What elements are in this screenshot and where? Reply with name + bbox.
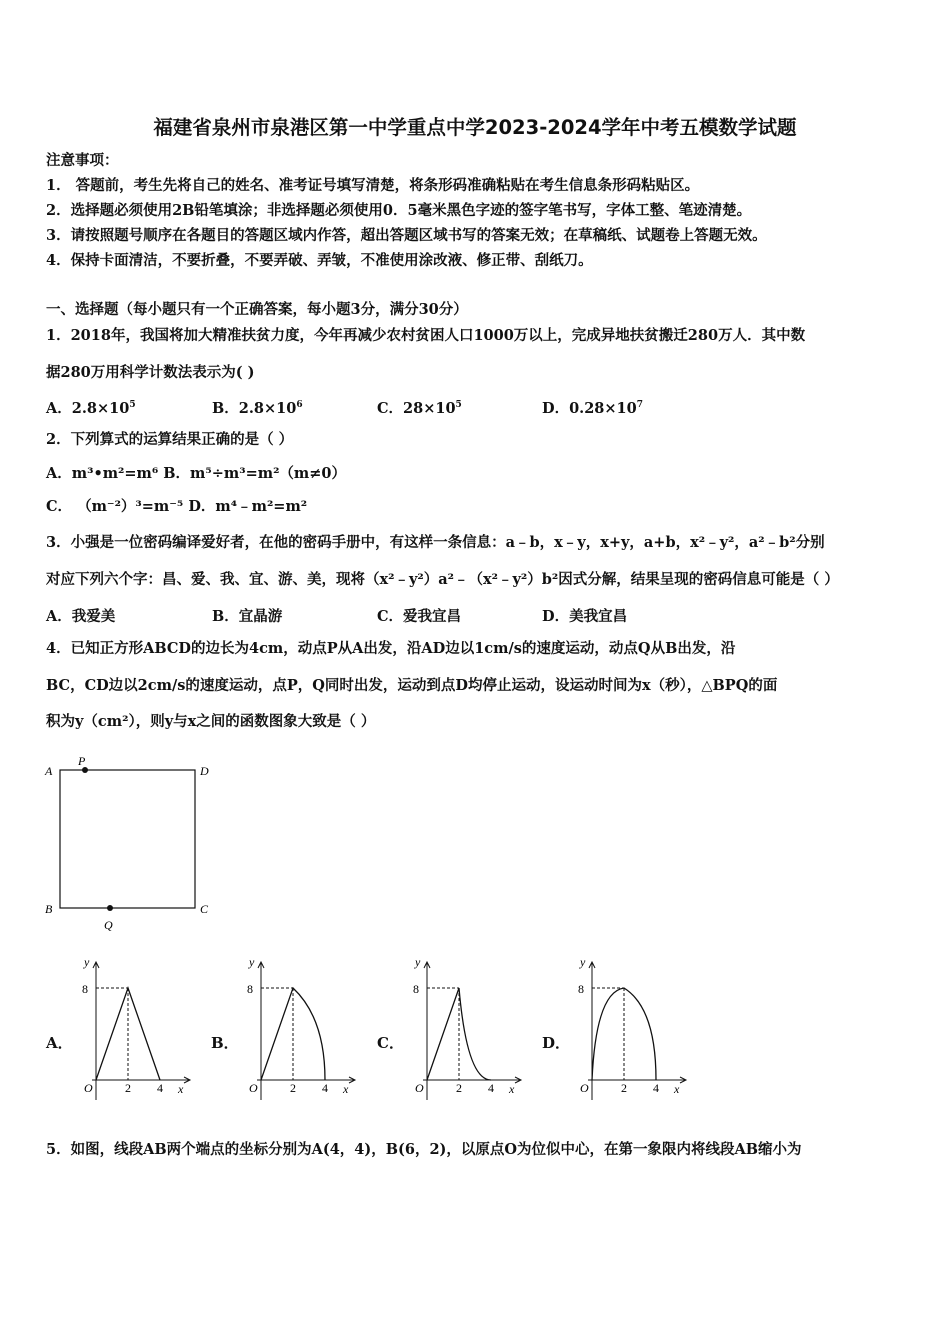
- x-tick-2: 2: [125, 1081, 131, 1095]
- y-tick-8: 8: [413, 982, 419, 996]
- square-abcd-figure: [40, 755, 230, 935]
- q2-options-cd: C． （m⁻²）³=m⁻⁵ D．m⁴﹣m²=m²: [46, 498, 308, 515]
- q3-option-a: A．我爱美: [46, 608, 116, 625]
- q4-option-c-graph: [397, 952, 527, 1102]
- q1-stem: 据280万用科学计数法表示为( ): [46, 364, 255, 381]
- notice-heading: 注意事项：: [46, 152, 119, 169]
- x-tick-4: 4: [157, 1081, 163, 1095]
- x-tick-2: 2: [621, 1081, 627, 1095]
- notice-item: 1． 答题前，考生先将自己的姓名、准考证号填写清楚，将条形码准确粘贴在考生信息条形码粘贴区。: [46, 177, 700, 194]
- q4-option-a-label: A．: [46, 1034, 73, 1052]
- y-label: y: [580, 955, 586, 969]
- label-p: P: [78, 755, 86, 768]
- x-label: x: [343, 1082, 349, 1096]
- q1-option-c: C．$28\times 10^5$: [377, 400, 462, 417]
- y-label: y: [415, 955, 421, 969]
- q4-stem: 4．已知正方形ABCD的边长为4cm，动点P从A出发，沿AD边以1cm/s的速度运动，动点Q从B出发，沿: [46, 640, 736, 657]
- q4-option-c-label: C．: [377, 1034, 404, 1052]
- origin-label: O: [415, 1081, 424, 1095]
- page-title: 福建省泉州市泉港区第一中学重点中学2023-2024学年中考五模数学试题: [153, 116, 797, 139]
- q1-option-d: D．$0.28\times 10^7$: [542, 400, 643, 417]
- q3-option-d: D．美我宜昌: [542, 608, 628, 625]
- q5-stem: 5．如图，线段AB两个端点的坐标分别为A(4，4)，B(6，2)，以原点O为位似中心，在第一象限内将线段AB缩小为: [46, 1141, 802, 1158]
- notice-item: 4．保持卡面清洁，不要折叠，不要弄破、弄皱，不准使用涂改液、修正带、刮纸刀。: [46, 252, 593, 269]
- origin-label: O: [84, 1081, 93, 1095]
- x-tick-4: 4: [488, 1081, 494, 1095]
- q3-stem: 对应下列六个字：昌、爱、我、宜、游、美，现将（x²﹣y²）a²﹣（x²﹣y²）b²因式分解，结果呈现的密码信息可能是（ ）: [46, 571, 839, 588]
- q4-stem: BC，CD边以2cm/s的速度运动，点P，Q同时出发，运动到点D均停止运动，设运动时间为x（秒），△BPQ的面: [46, 677, 778, 694]
- square-outline: [60, 770, 195, 908]
- q4-option-b-graph: [231, 952, 361, 1102]
- y-tick-8: 8: [82, 982, 88, 996]
- label-c: C: [200, 902, 209, 916]
- label-b: B: [45, 902, 53, 916]
- q4-option-d-graph: [562, 952, 692, 1102]
- q4-option-d-label: D．: [542, 1034, 571, 1052]
- y-label: y: [249, 955, 255, 969]
- q3-option-b: B．宜晶游: [212, 608, 283, 625]
- notice-item: 2．选择题必须使用2B铅笔填涂；非选择题必须使用0．5毫米黑色字迹的签字笔书写，字体工整、笔迹清楚。: [46, 202, 752, 219]
- origin-label: O: [580, 1081, 589, 1095]
- x-label: x: [674, 1082, 680, 1096]
- q2-stem: 2．下列算式的运算结果正确的是（ ）: [46, 431, 294, 448]
- x-label: x: [178, 1082, 184, 1096]
- x-tick-2: 2: [290, 1081, 296, 1095]
- q4-option-a-graph: [66, 952, 196, 1102]
- q1-option-a: A．$2.8\times 10^5$: [46, 400, 136, 417]
- q4-option-b-label: B．: [211, 1034, 239, 1052]
- label-a: A: [45, 764, 53, 778]
- q1-option-b: B．$2.8\times 10^6$: [212, 400, 303, 417]
- notice-item: 3．请按照题号顺序在各题目的答题区域内作答，超出答题区域书写的答案无效；在草稿纸、试题卷上答题无效。: [46, 227, 767, 244]
- label-d: D: [200, 764, 209, 778]
- y-label: y: [84, 955, 90, 969]
- q1-stem: 1．2018年，我国将加大精准扶贫力度，今年再减少农村贫困人口1000万以上，完成异地扶贫搬迁280万人．其中数: [46, 327, 806, 344]
- x-label: x: [509, 1082, 515, 1096]
- x-tick-4: 4: [653, 1081, 659, 1095]
- origin-label: O: [249, 1081, 258, 1095]
- q3-option-c: C．爱我宜昌: [377, 608, 462, 625]
- point-q: [107, 905, 113, 911]
- label-q: Q: [104, 918, 113, 932]
- x-tick-2: 2: [456, 1081, 462, 1095]
- x-tick-4: 4: [322, 1081, 328, 1095]
- y-tick-8: 8: [247, 982, 253, 996]
- q3-stem: 3．小强是一位密码编译爱好者，在他的密码手册中，有这样一条信息：a﹣b，x﹣y，x+y，a+b，x²﹣y²，a²﹣b²分别: [46, 534, 825, 551]
- section-heading: 一、选择题（每小题只有一个正确答案，每小题3分，满分30分）: [46, 301, 468, 318]
- q2-options-ab: A．m³•m²=m⁶ B．m⁵÷m³=m²（m≠0）: [46, 465, 347, 482]
- y-tick-8: 8: [578, 982, 584, 996]
- q4-stem: 积为y（cm²），则y与x之间的函数图象大致是（ ）: [46, 713, 376, 730]
